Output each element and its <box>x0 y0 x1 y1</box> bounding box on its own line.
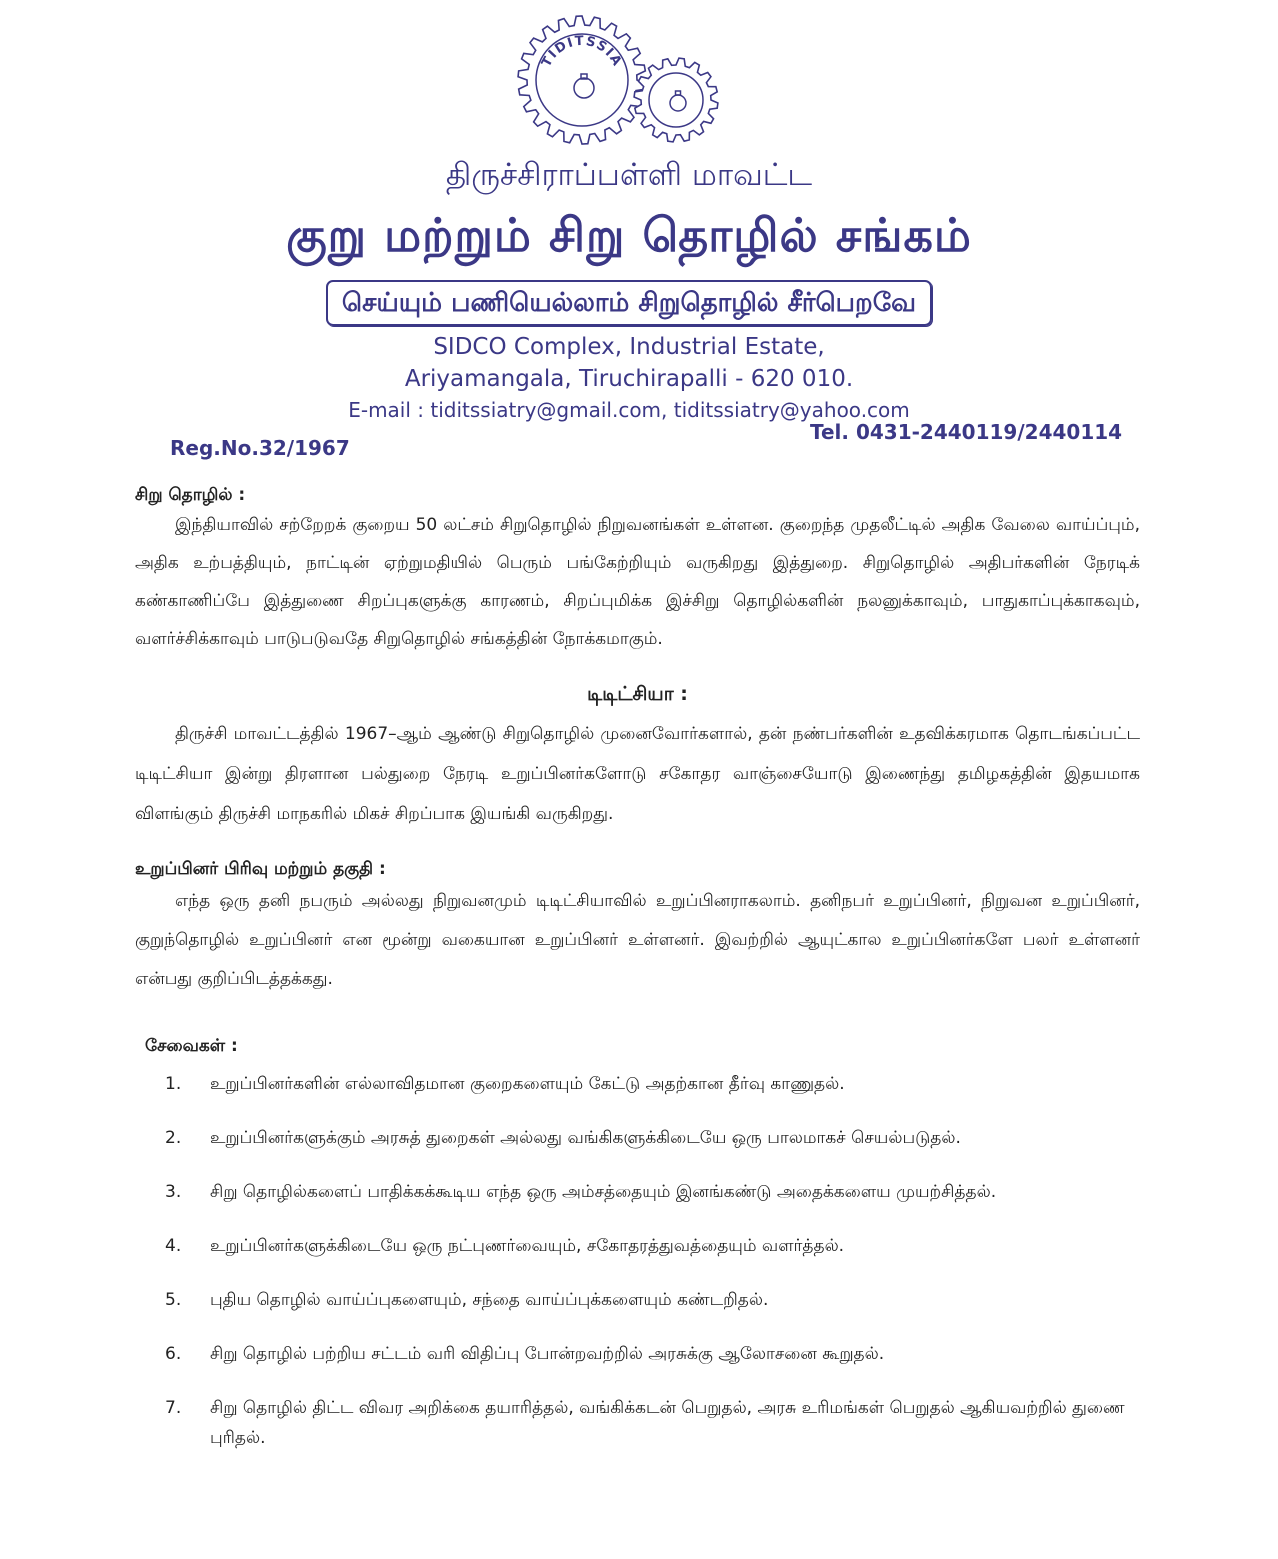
small-industry-paragraph: இந்தியாவில் சற்றேறக் குறைய 50 லட்சம் சிறுதொழில் நிறுவனங்கள் உள்ளன. குறைந்த முதலீட்டில் அதிக வேலை வாய்ப்பும், அதிக உற்பத்தியும், நாட்டின் ஏற்றுமதியில் பெரும் பங்கேற்றியும் வருகிறது இத்துறை. சிறுதொழில் அதிபர்களின் நேரடிக் கண்காணிப்பே இத்துணை சிறப்புகளுக்கு காரணம், சிறப்புமிக்க இச்சிறு தொழில்களின் நலனுக்காவும், பாதுகாப்புக்காகவும், வளர்ச்சிக்காவும் பாடுபடுவதே சிறுதொழில் சங்கத்தின் நோக்கமாகும். <box>135 515 1140 649</box>
list-item-text: சிறு தொழில் திட்ட விவர அறிக்கை தயாரித்தல், வங்கிக்கடன் பெறுதல், அரசு உரிமங்கள் பெறுதல் ஆகியவற்றில் துணை புரிதல். <box>210 1398 1125 1448</box>
list-item-number: 2. <box>165 1128 182 1148</box>
motto-wrapper <box>0 280 1258 326</box>
organization-name: குறு மற்றும் சிறு தொழில் சங்கம் <box>286 208 972 262</box>
list-item <box>135 1069 1140 1099</box>
list-item <box>135 1339 1140 1369</box>
list-item-text: சிறு தொழில் பற்றிய சட்டம் வரி விதிப்பு போன்றவற்றில் அரசுக்கு ஆலோசனை கூறுதல். <box>210 1344 885 1364</box>
services-list <box>135 1069 1140 1453</box>
list-item <box>135 1231 1140 1261</box>
tiditssia-heading: டிடிட்சியா : <box>587 683 688 705</box>
document-body <box>135 484 1140 1453</box>
list-item-number: 4. <box>165 1236 182 1256</box>
email-line: E-mail : tiditssiatry@gmail.com, tiditssiatry@yahoo.com <box>348 398 910 422</box>
motto-box: செய்யும் பணியெல்லாம் சிறுதொழில் சீர்பெறவே <box>326 280 932 326</box>
list-item <box>135 1285 1140 1315</box>
list-item-text: உறுப்பினர்களின் எல்லாவிதமான குறைகளையும் கேட்டு அதற்கான தீர்வு காணுதல். <box>210 1074 845 1094</box>
services-heading: சேவைகள் : <box>145 1036 238 1056</box>
logo-text: TIDITSSIA <box>539 33 625 70</box>
tiditssia-paragraph: திருச்சி மாவட்டத்தில் 1967–ஆம் ஆண்டு சிறுதொழில் முனைவோர்களால், தன் நண்பர்களின் உதவிக்கரமாக தொடங்கப்பட்ட டிடிட்சியா இன்று திரளான பல்துறை நேரடி உறுப்பினர்களோடு சகோதர வாஞ்சையோடு இணைந்து தமிழகத்தின் இதயமாக விளங்கும் திருச்சி மாநகரில் மிகச் சிறப்பாக இயங்கி வருகிறது. <box>135 724 1140 824</box>
list-item-number: 6. <box>165 1344 182 1364</box>
address-line-2: Ariyamangala, Tiruchirapalli - 620 010. <box>404 366 854 392</box>
small-gear-outline <box>634 58 718 142</box>
list-item-text: புதிய தொழில் வாய்ப்புகளையும், சந்தை வாய்ப்புக்களையும் கண்டறிதல். <box>210 1290 769 1310</box>
list-item-text: உறுப்பினர்களுக்கும் அரசுத் துறைகள் அல்லது வங்கிகளுக்கிடையே ஒரு பாலமாகச் செயல்படுதல். <box>210 1128 961 1148</box>
list-item-text: சிறு தொழில்களைப் பாதிக்கக்கூடிய எந்த ஒரு அம்சத்தையும் இனங்கண்டு அதைக்களைய முயற்சித்தல். <box>210 1182 997 1202</box>
registration-number: Reg.No.32/1967 <box>170 436 350 460</box>
list-item <box>135 1393 1140 1453</box>
list-item-number: 1. <box>165 1074 182 1094</box>
district-line: திருச்சிராப்பள்ளி மாவட்ட <box>445 157 813 193</box>
list-item-number: 7. <box>165 1398 182 1418</box>
list-item-number: 3. <box>165 1182 182 1202</box>
list-item <box>135 1123 1140 1153</box>
list-item-text: உறுப்பினர்களுக்கிடையே ஒரு நட்புணர்வையும், சகோதரத்துவத்தையும் வளர்த்தல். <box>210 1236 845 1256</box>
list-item-number: 5. <box>165 1290 182 1310</box>
membership-paragraph: எந்த ஒரு தனி நபரும் அல்லது நிறுவனமும் டிடிட்சியாவில் உறுப்பினராகலாம். தனிநபர் உறுப்பினர், நிறுவன உறுப்பினர், குறுந்தொழில் உறுப்பினர் என மூன்று வகையான உறுப்பினர் உள்ளனர். இவற்றில் ஆயுட்கால உறுப்பினர்களே பலர் உள்ளனர் என்பது குறிப்பிடத்தக்கது. <box>135 891 1140 989</box>
small-industry-heading: சிறு தொழில் : <box>135 485 246 505</box>
membership-heading: உறுப்பினர் பிரிவு மற்றும் தகுதி : <box>135 859 386 879</box>
tiditssia-gear-logo <box>500 6 730 151</box>
list-item <box>135 1177 1140 1207</box>
address-line-1: SIDCO Complex, Industrial Estate, <box>433 334 825 360</box>
telephone-number: Tel. 0431-2440119/2440114 <box>810 420 1123 444</box>
